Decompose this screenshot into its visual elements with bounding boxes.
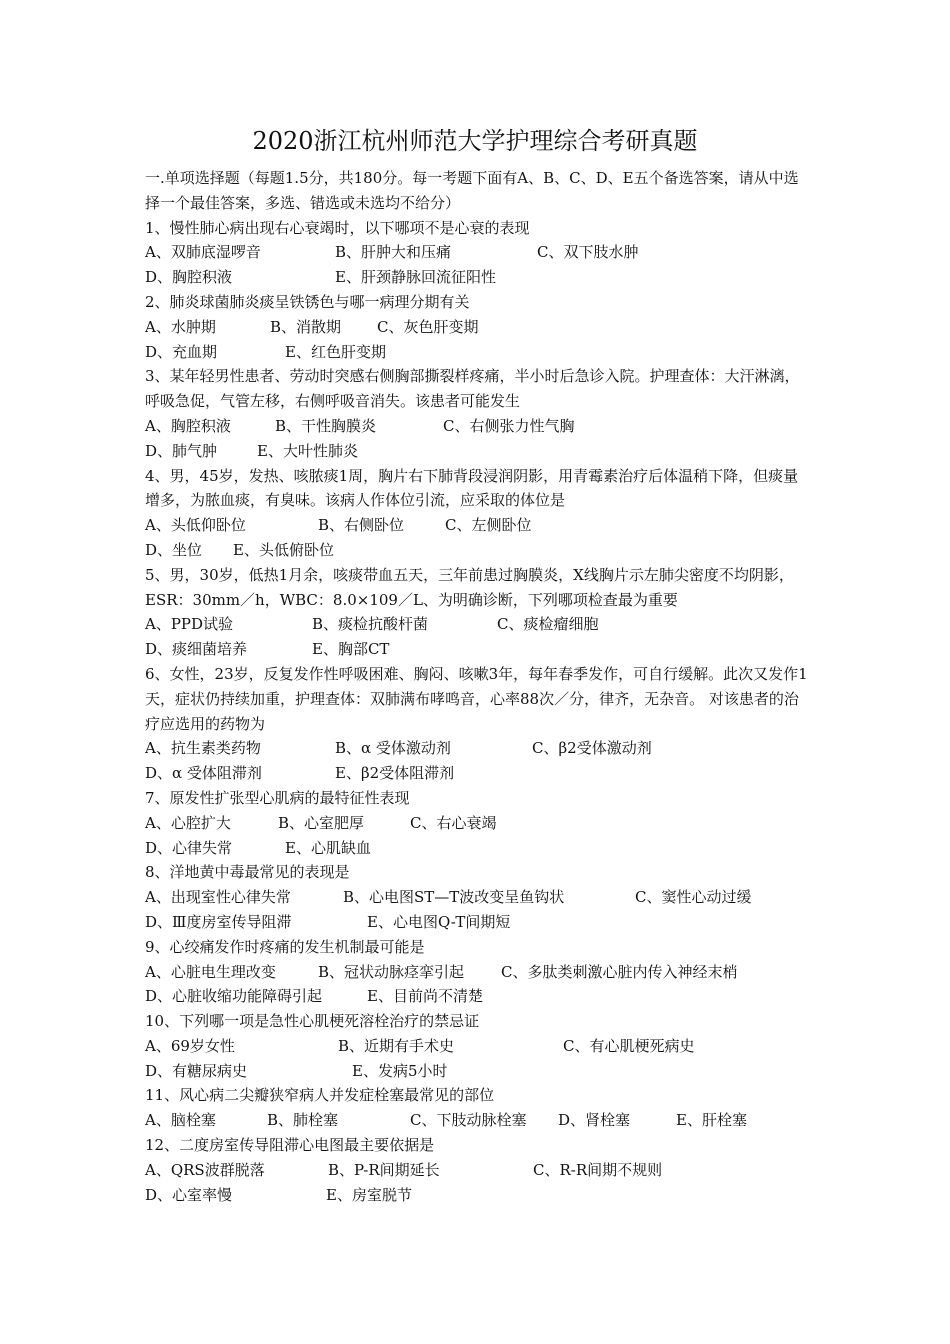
answer-option: D、坐位 [145, 540, 203, 559]
answer-option: C、下肢动脉栓塞 [410, 1111, 527, 1130]
question-stem: 9、心绞痛发作时疼痛的发生机制最可能是 [145, 937, 425, 956]
question-stem: 3、某年轻男性患者、劳动时突感右侧胸部撕裂样疼痛，半小时后急诊入院。护理查体：大汗淋漓，呼吸急促，气管左移，右侧呼吸音消失。该患者可能发生 [145, 367, 800, 411]
answer-option: C、β2受体激动剂 [532, 739, 652, 758]
question-stem: 11、风心病二尖瓣狭窄病人并发症栓塞最常见的部位 [145, 1086, 495, 1105]
answer-option: D、心室率慢 [145, 1185, 233, 1204]
answer-option: C、痰检瘤细胞 [497, 615, 599, 634]
answer-option: A、QRS波群脱落 [145, 1160, 265, 1179]
options-row [145, 1034, 810, 1059]
answer-option: C、左侧卧位 [445, 516, 532, 535]
answer-option: E、红色肝变期 [285, 342, 386, 361]
answer-option: E、心肌缺血 [285, 838, 371, 857]
options-row [145, 1108, 810, 1133]
answer-option: D、胸腔积液 [145, 268, 233, 287]
answer-option: E、目前尚不清楚 [367, 987, 483, 1006]
page-title: 2020浙江杭州师范大学护理综合考研真题 [252, 127, 698, 155]
options-row [145, 637, 810, 662]
options-row [145, 885, 810, 910]
answer-option: A、抗生素类药物 [145, 739, 261, 758]
document-body [145, 166, 810, 1207]
answer-option: E、头低俯卧位 [233, 540, 334, 559]
options-row [145, 340, 810, 365]
answer-option: B、痰检抗酸杆菌 [312, 615, 429, 634]
answer-option: A、出现室性心律失常 [145, 888, 291, 907]
options-row [145, 910, 810, 935]
answer-option: D、α 受体阻滞剂 [145, 764, 262, 783]
answer-option: E、大叶性肺炎 [257, 441, 358, 460]
options-row [145, 736, 810, 761]
options-row [145, 761, 810, 786]
answer-option: B、心室肥厚 [278, 813, 365, 832]
answer-option: D、充血期 [145, 342, 218, 361]
answer-option: C、窦性心动过缓 [635, 888, 752, 907]
options-row [145, 836, 810, 861]
answer-option: E、肝颈静脉回流征阳性 [335, 268, 496, 287]
options-row [145, 811, 810, 836]
question-list [145, 216, 810, 1208]
answer-option: D、肾栓塞 [558, 1111, 631, 1130]
answer-option: A、水肿期 [145, 317, 216, 336]
answer-option: B、近期有手术史 [338, 1036, 455, 1055]
question-stem: 12、二度房室传导阻滞心电图最主要依据是 [145, 1136, 435, 1155]
answer-option: B、P-R间期延长 [328, 1160, 440, 1179]
answer-option: A、头低仰卧位 [145, 516, 246, 535]
question-stem: 6、女性，23岁，反复发作性呼吸困难、胸闷、咳嗽3年，每年春季发作，可自行缓解。此次又发作1天，症状仍持续加重，护理查体：双肺满布哮鸣音，心率88次／分，律齐，无杂音。 对该患者的治疗应选用的药物为 [145, 664, 808, 733]
question-stem: 8、洋地黄中毒最常见的表现是 [145, 863, 350, 882]
answer-option: D、Ⅲ度房室传导阻滞 [145, 912, 292, 931]
answer-option: B、干性胸膜炎 [275, 416, 377, 435]
answer-option: E、房室脱节 [326, 1185, 412, 1204]
answer-option: A、心腔扩大 [145, 813, 231, 832]
answer-option: E、β2受体阻滞剂 [335, 764, 455, 783]
options-row [145, 1183, 810, 1208]
options-row [145, 315, 810, 340]
answer-option: C、多肽类刺激心脏内传入神经末梢 [501, 962, 738, 981]
answer-option: E、胸部CT [312, 640, 390, 659]
options-row [145, 414, 810, 439]
options-row [145, 1158, 810, 1183]
answer-option: B、右侧卧位 [318, 516, 405, 535]
answer-option: A、69岁女性 [145, 1036, 235, 1055]
question-stem: 1、慢性肺心病出现右心衰竭时，以下哪项不是心衰的表现 [145, 218, 530, 237]
answer-option: E、心电图Q-T间期短 [367, 912, 511, 931]
answer-option: B、肺栓塞 [267, 1111, 339, 1130]
answer-option: C、R-R间期不规则 [533, 1160, 663, 1179]
answer-option: D、有糖尿病史 [145, 1061, 248, 1080]
answer-option: B、α 受体激动剂 [335, 739, 451, 758]
answer-option: E、肝栓塞 [676, 1111, 747, 1130]
options-row [145, 538, 810, 563]
options-row [145, 1059, 810, 1084]
answer-option: A、PPD试验 [145, 615, 234, 634]
answer-option: B、肝肿大和压痛 [335, 243, 452, 262]
answer-option: B、心电图ST—T波改变呈鱼钩状 [343, 888, 565, 907]
question-stem: 10、下列哪一项是急性心肌梗死溶栓治疗的禁忌证 [145, 1012, 480, 1031]
answer-option: C、有心肌梗死病史 [563, 1036, 695, 1055]
options-row [145, 960, 810, 985]
question-stem: 4、男，45岁，发热、咳脓痰1周，胸片右下肺背段浸润阴影，用青霉素治疗后体温稍下降，但痰量增多，为脓血痰，有臭味。该病人作体位引流，应采取的体位是 [145, 466, 799, 510]
answer-option: D、肺气肿 [145, 441, 218, 460]
section-intro: 一.单项选择题（每题1.5分，共180分。每一考题下面有A、B、C、D、E五个备选答案，请从中选择一个最佳答案，多选、错选或未选均不给分） [145, 169, 799, 212]
options-row [145, 612, 810, 637]
answer-option: C、右心衰竭 [410, 813, 497, 832]
answer-option: B、消散期 [270, 317, 342, 336]
question-stem: 5、男，30岁，低热1月余，咳痰带血五天，三年前患过胸膜炎，X线胸片示左肺尖密度不均阴影，ESR：30mm／h，WBC：8.0×109／L、为明确诊断，下列哪项检查最为重要 [145, 565, 794, 609]
options-row [145, 265, 810, 290]
options-row [145, 984, 810, 1009]
answer-option: A、脑栓塞 [145, 1111, 216, 1130]
answer-option: A、胸腔积液 [145, 416, 231, 435]
answer-option: A、双肺底湿啰音 [145, 243, 261, 262]
answer-option: D、心脏收缩功能障碍引起 [145, 987, 323, 1006]
options-row [145, 513, 810, 538]
question-stem: 2、肺炎球菌肺炎痰呈铁锈色与哪一病理分期有关 [145, 292, 470, 311]
answer-option: C、双下肢水肿 [537, 243, 639, 262]
question-stem: 7、原发性扩张型心肌病的最特征性表现 [145, 788, 410, 807]
answer-option: E、发病5小时 [352, 1061, 448, 1080]
answer-option: C、右侧张力性气胸 [443, 416, 575, 435]
answer-option: B、冠状动脉痉挛引起 [318, 962, 465, 981]
answer-option: A、心脏电生理改变 [145, 962, 276, 981]
options-row [145, 240, 810, 265]
options-row [145, 439, 810, 464]
answer-option: D、痰细菌培养 [145, 640, 248, 659]
answer-option: C、灰色肝变期 [377, 317, 479, 336]
answer-option: D、心律失常 [145, 838, 233, 857]
